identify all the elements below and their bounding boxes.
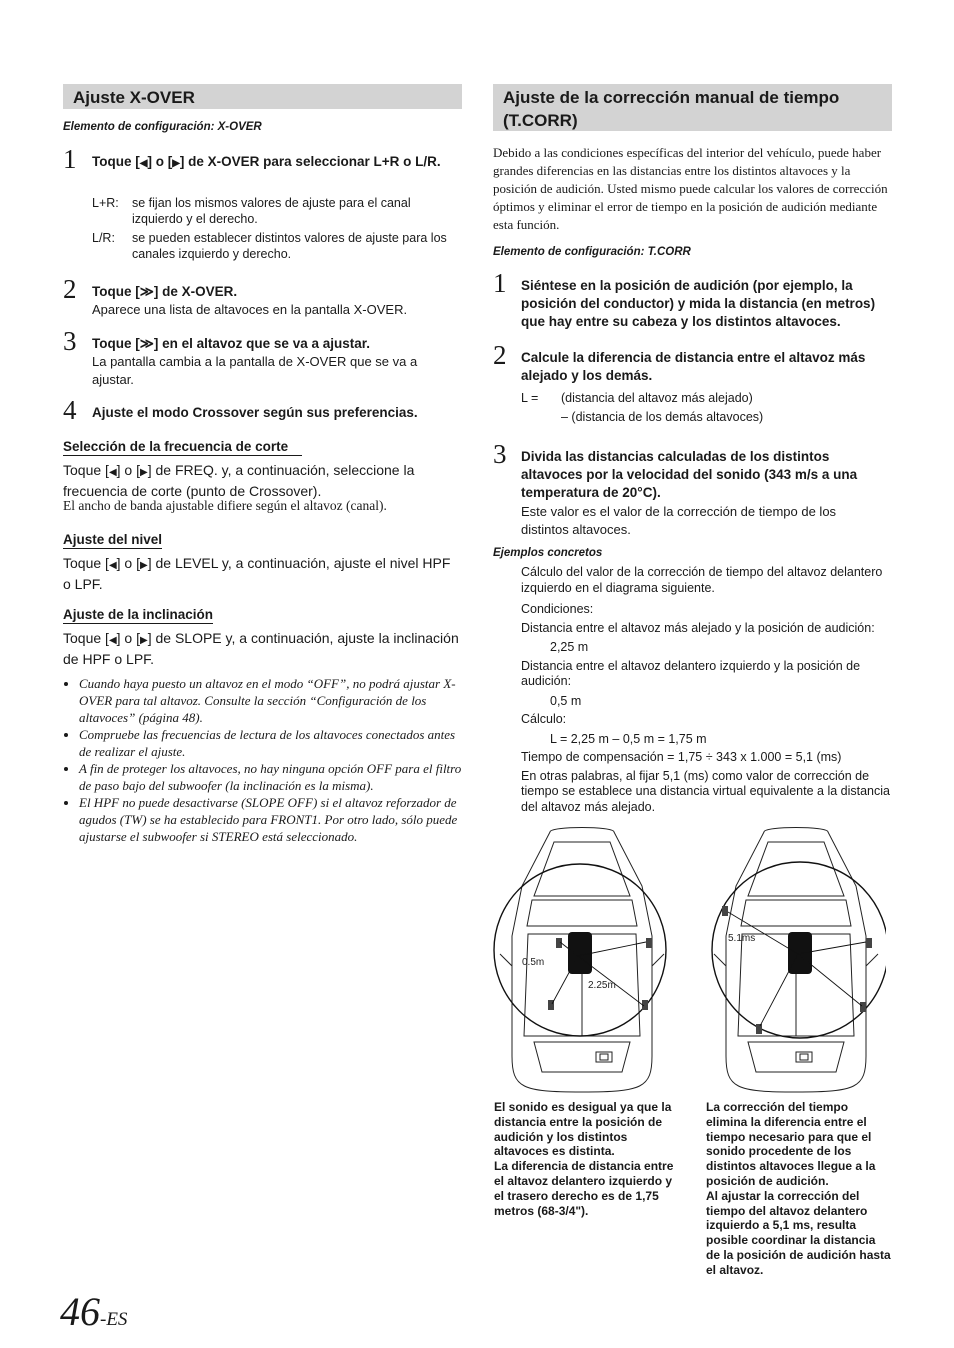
note-item: • Compruebe las frecuencias de lectura de los altavoces conectados antes de realizar el ajuste.	[79, 726, 462, 760]
step-3-desc: La pantalla cambia a la pantalla de X-OVER que se va a ajustar.	[92, 354, 418, 387]
car-diagram-uncorrected	[492, 826, 672, 1096]
intro-paragraph: Debido a las condiciones específicas del interior del vehículo, puede haber grandes diferencias en las distancias entre los distintos altavoces y la posición de audición. Usted mismo puede calcular los valores de corrección óptimos y eliminar el error de tiempo en la posición de audición mediante esta función.	[493, 145, 888, 232]
config-element-label: Elemento de configuración: X-OVER	[63, 121, 262, 133]
note-item: • El HPF no puede desactivarse (SLOPE OFF) si el altavoz reforzador de agudos (TW) se ha establecido para FRONT1. Por otro lado, sólo puede ajustarse el subwoofer si STEREO está seleccionado.	[79, 794, 462, 845]
right-arrow-icon: ▶	[140, 560, 148, 571]
right-arrow-icon: ▶	[172, 158, 180, 169]
time-label: 5.1ms	[728, 933, 756, 944]
section-title-text: Ajuste X-OVER	[73, 88, 195, 107]
step-3-desc: Este valor es el valor de la corrección de tiempo de los distintos altavoces.	[521, 504, 837, 537]
page-number: 46-ES	[60, 1289, 128, 1334]
step-1-text: Toque [◀] o [▶] de X-OVER para seleccionar L+R o L/R.	[92, 154, 441, 169]
step-number: 4	[63, 395, 77, 425]
step-2-desc: Aparece una lista de altavoces en la pantalla X-OVER.	[92, 302, 408, 317]
step-4-text: Ajuste el modo Crossover según sus preferencias.	[92, 405, 418, 420]
subsection-heading: Ajuste de la inclinación	[63, 607, 214, 622]
definition-item: L/R: se pueden establecer distintos valores de ajuste para los canales izquierdo y derecho.	[92, 231, 447, 261]
step-1-text: Siéntese en la posición de audición (por ejemplo, la posición del conductor) y mida la distancia (en metros) que hay entre su cabeza y los distintos altavoces.	[521, 278, 876, 329]
definition-list	[92, 196, 462, 262]
distance-label: 2.25m	[588, 980, 616, 991]
subsection-heading: Ajuste del nivel	[63, 532, 163, 547]
step-3-text: Toque [≫] en el altavoz que se va a ajustar.	[92, 336, 370, 351]
double-chevron-icon: ≫	[139, 336, 154, 351]
step-number: 3	[63, 326, 77, 356]
note-item: • Cuando haya puesto un altavoz en el modo “OFF”, no podrá ajustar X-OVER para tal altavoz. Consulte la sección “Configuración de los altavoces” (página 48).	[79, 675, 462, 726]
step-number: 2	[493, 340, 507, 370]
distance-label: 0.5m	[522, 957, 545, 968]
note-item: • A fin de proteger los altavoces, no hay ninguna opción OFF para el filtro de paso bajo del subwoofer (la inclinación es la misma).	[79, 760, 462, 794]
formula: L = (distancia del altavoz más alejado) – (distancia de los demás altavoces)	[521, 391, 764, 424]
examples-body: Cálculo del valor de la corrección de tiempo del altavoz delantero izquierdo en el diagrama siguiente. Condiciones: Distancia entre el altavoz más alejado y la posición de audición: 2,25 m Distancia entre el altavoz delantero izquierdo y la posición de audición: 0,5 m Cálculo: L = 2,25 m – 0,5 m = 1,75 m Tiempo de compensación = 1,75 ÷ 343 x 1.000 = 5,1 (ms) En otras palabras, al fijar 5,1 (ms) como valor de corrección de tiempo se establece una distancia virtual equivalente a la distancia del altavoz más alejado.	[521, 565, 890, 814]
listener-seat-icon	[788, 932, 812, 974]
section-title-tcorr	[493, 84, 892, 131]
section-title-text: Ajuste de la corrección manual de tiempo (T.CORR)	[503, 88, 840, 130]
right-arrow-icon: ▶	[140, 635, 148, 646]
figure-caption-left: El sonido es desigual ya que la distancia entre la posición de audición y los distintos altavoces es distinta. La diferencia de distancia entre el altavoz delantero izquierdo y el trasero derecho es de 1,75 metros (68-3/4").	[494, 1100, 674, 1218]
subsection-body: Toque [◀] o [▶] de FREQ. y, a continuación, seleccione la frecuencia de corte (punto de Crossover).	[63, 462, 415, 499]
examples-heading: Ejemplos concretos	[493, 547, 603, 559]
config-element-label: Elemento de configuración: T.CORR	[493, 246, 691, 258]
figure-caption-right: La corrección del tiempo elimina la diferencia entre el tiempo necesario para que el sonido procedente de los distintos altavoces llegue a la posición de audición. Al ajustar la corrección del tiempo del altavoz delantero izquierdo a 5,1 ms, resulta posible coordinar la distancia de la posición de audición hasta el altavoz.	[706, 1100, 891, 1277]
step-3-text: Divida las distancias calculadas de los distintos altavoces por la velocidad del sonido (343 m/s a una temperatura de 20°C).	[521, 449, 858, 500]
right-arrow-icon: ▶	[140, 467, 148, 478]
car-diagram-corrected	[706, 826, 886, 1096]
left-arrow-icon: ◀	[108, 467, 117, 478]
subsection-body: Toque [◀] o [▶] de LEVEL y, a continuación, ajuste el nivel HPF o LPF.	[63, 555, 451, 592]
step-number: 3	[493, 439, 507, 469]
left-arrow-icon: ◀	[108, 635, 117, 646]
subsection-body: Toque [◀] o [▶] de SLOPE y, a continuación, ajuste la inclinación de HPF o LPF.	[63, 630, 459, 667]
section-title-xover	[63, 84, 462, 109]
notes-list	[63, 675, 462, 845]
step-number: 1	[493, 268, 507, 298]
step-2-text: Calcule la diferencia de distancia entre el altavoz más alejado y los demás.	[521, 350, 866, 383]
double-chevron-icon: ≫	[139, 284, 154, 299]
subsection-note: El ancho de banda ajustable difiere según el altavoz (canal).	[63, 498, 387, 513]
left-arrow-icon: ◀	[108, 560, 117, 571]
definition-item: L+R: se fijan los mismos valores de ajuste para el canal izquierdo y el derecho.	[92, 196, 411, 226]
step-number: 2	[63, 274, 77, 304]
subsection-heading: Selección de la frecuencia de corte	[63, 438, 302, 456]
step-number: 1	[63, 144, 77, 174]
left-arrow-icon: ◀	[139, 158, 148, 169]
step-2-text: Toque [≫] de X-OVER.	[92, 284, 238, 299]
